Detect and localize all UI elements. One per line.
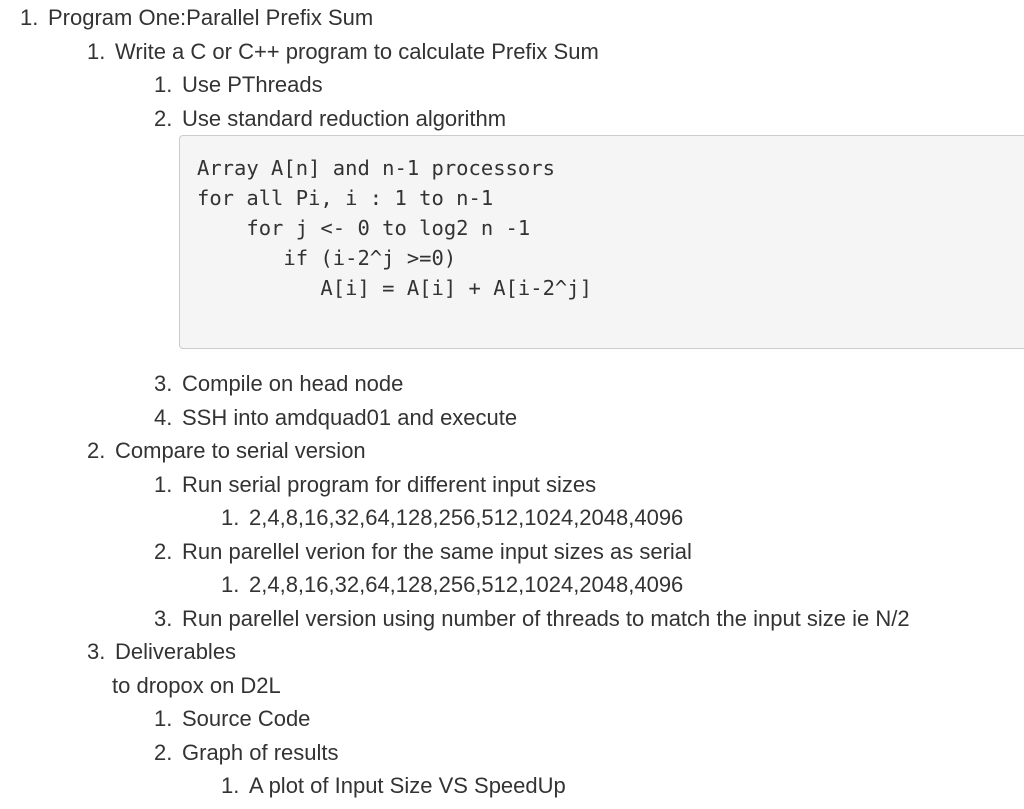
- outline-item-1-1-3: [154, 371, 403, 397]
- outline-item-1-2-1-1: [221, 505, 683, 531]
- list-item-text: Deliverables: [115, 639, 237, 664]
- list-number: 3.: [154, 371, 173, 396]
- list-item-text: Run parellel version using number of threads to match the input size ie N/2: [182, 606, 910, 631]
- list-number: 2.: [154, 740, 173, 765]
- list-item-text: Run parellel verion for the same input sizes as serial: [182, 539, 692, 564]
- list-number: 3.: [154, 606, 173, 631]
- outline-item-1-3-2: [154, 740, 339, 766]
- outline-item-1-1-2: [154, 106, 506, 132]
- list-number: 1.: [221, 505, 240, 530]
- code-line: for all Pi, i : 1 to n-1: [197, 186, 494, 210]
- list-number: 2.: [87, 438, 106, 463]
- list-number: 1.: [20, 5, 39, 30]
- list-item-text: Compare to serial version: [115, 438, 366, 463]
- list-number: 1.: [221, 572, 240, 597]
- list-item-text: 2,4,8,16,32,64,128,256,512,1024,2048,4096: [249, 505, 684, 530]
- outline-item-1-1: [87, 39, 599, 65]
- list-item-text: Graph of results: [182, 740, 339, 765]
- list-item-text: Use PThreads: [182, 72, 323, 97]
- deliverables-note: to dropox on D2L: [112, 673, 281, 698]
- outline-item-1-3-2-1: [221, 773, 566, 799]
- list-item-text: Run serial program for different input sizes: [182, 472, 597, 497]
- list-number: 1.: [154, 706, 173, 731]
- outline-item-1-3: [87, 639, 236, 665]
- outline-item-1-2: [87, 438, 366, 464]
- list-number: 4.: [154, 405, 173, 430]
- outline-item-1-2-1: [154, 472, 596, 498]
- list-item-text: A plot of Input Size VS SpeedUp: [249, 773, 566, 798]
- list-number: 1.: [154, 72, 173, 97]
- outline-item-1-2-2-1: [221, 572, 683, 598]
- outline-item-1-1-4: [154, 405, 517, 431]
- code-line: if (i-2^j >=0): [197, 246, 457, 270]
- list-number: 1.: [221, 773, 240, 798]
- list-item-text: 2,4,8,16,32,64,128,256,512,1024,2048,4096: [249, 572, 684, 597]
- code-line: for j <- 0 to log2 n -1: [197, 216, 531, 240]
- list-item-text: Program One:Parallel Prefix Sum: [48, 5, 374, 30]
- outline-item-1-2-2: [154, 539, 692, 565]
- list-item-text: Write a C or C++ program to calculate Prefix Sum: [115, 39, 599, 64]
- list-number: 1.: [87, 39, 106, 64]
- list-item-text: Compile on head node: [182, 371, 404, 396]
- list-item-text: Source Code: [182, 706, 311, 731]
- list-item-text: SSH into amdquad01 and execute: [182, 405, 518, 430]
- list-number: 1.: [154, 472, 173, 497]
- list-item-text: Use standard reduction algorithm: [182, 106, 507, 131]
- code-block: [179, 135, 1024, 349]
- outline-item-1-3-1: [154, 706, 310, 732]
- list-number: 2.: [154, 539, 173, 564]
- code-line: A[i] = A[i] + A[i-2^j]: [197, 276, 592, 300]
- outline-item-1-1-1: [154, 72, 323, 98]
- outline-item-1-2-3: [154, 606, 910, 632]
- outline-item-1: [20, 5, 373, 31]
- list-number: 2.: [154, 106, 173, 131]
- list-number: 3.: [87, 639, 106, 664]
- code-line: Array A[n] and n-1 processors: [197, 156, 555, 180]
